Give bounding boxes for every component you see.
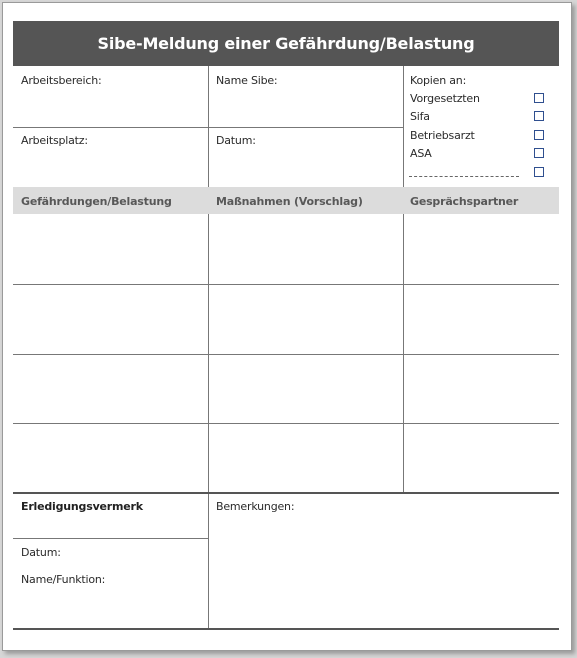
footer-datum-label: Datum: bbox=[21, 546, 61, 559]
arbeitsplatz-label: Arbeitsplatz: bbox=[21, 134, 88, 147]
arbeitsbereich-label: Arbeitsbereich: bbox=[21, 74, 102, 87]
name-funktion-label: Name/Funktion: bbox=[21, 573, 106, 586]
divider bbox=[403, 66, 404, 187]
copy-recipient-label: Sifa bbox=[410, 110, 430, 123]
divider bbox=[13, 538, 208, 539]
name-sibe-label: Name Sibe: bbox=[216, 74, 278, 87]
divider bbox=[208, 494, 209, 629]
copy-recipient-label: Betriebsarzt bbox=[410, 129, 475, 142]
datum-label: Datum: bbox=[216, 134, 256, 147]
copy-recipient-label: ASA bbox=[410, 147, 432, 160]
form-title: Sibe-Meldung einer Gefährdung/Belastung bbox=[13, 21, 559, 66]
copy-recipient-label: Vorgesetzten bbox=[410, 92, 480, 105]
copy-sifa-checkbox[interactable] bbox=[534, 111, 544, 121]
table-bottom-divider bbox=[13, 492, 559, 494]
copies-heading: Kopien an: bbox=[410, 74, 467, 87]
column-header-gespraechspartner: Gesprächspartner bbox=[410, 195, 519, 208]
form-sheet bbox=[2, 2, 572, 651]
copy-other-checkbox[interactable] bbox=[534, 167, 544, 177]
table-row-divider bbox=[13, 354, 559, 355]
divider bbox=[208, 66, 209, 187]
column-header-massnahmen: Maßnahmen (Vorschlag) bbox=[216, 195, 363, 208]
copy-other-blank-line bbox=[409, 176, 519, 177]
copy-vorgesetzten-checkbox[interactable] bbox=[534, 93, 544, 103]
table-row-divider bbox=[13, 284, 559, 285]
copy-betriebsarzt-checkbox[interactable] bbox=[534, 130, 544, 140]
copy-asa-checkbox[interactable] bbox=[534, 148, 544, 158]
table-row-divider bbox=[13, 423, 559, 424]
erledigungsvermerk-label: Erledigungsvermerk bbox=[21, 500, 143, 513]
column-header-gefaehrdungen: Gefährdungen/Belastung bbox=[21, 195, 172, 208]
form-bottom-divider bbox=[13, 628, 559, 630]
bemerkungen-label: Bemerkungen: bbox=[216, 500, 295, 513]
